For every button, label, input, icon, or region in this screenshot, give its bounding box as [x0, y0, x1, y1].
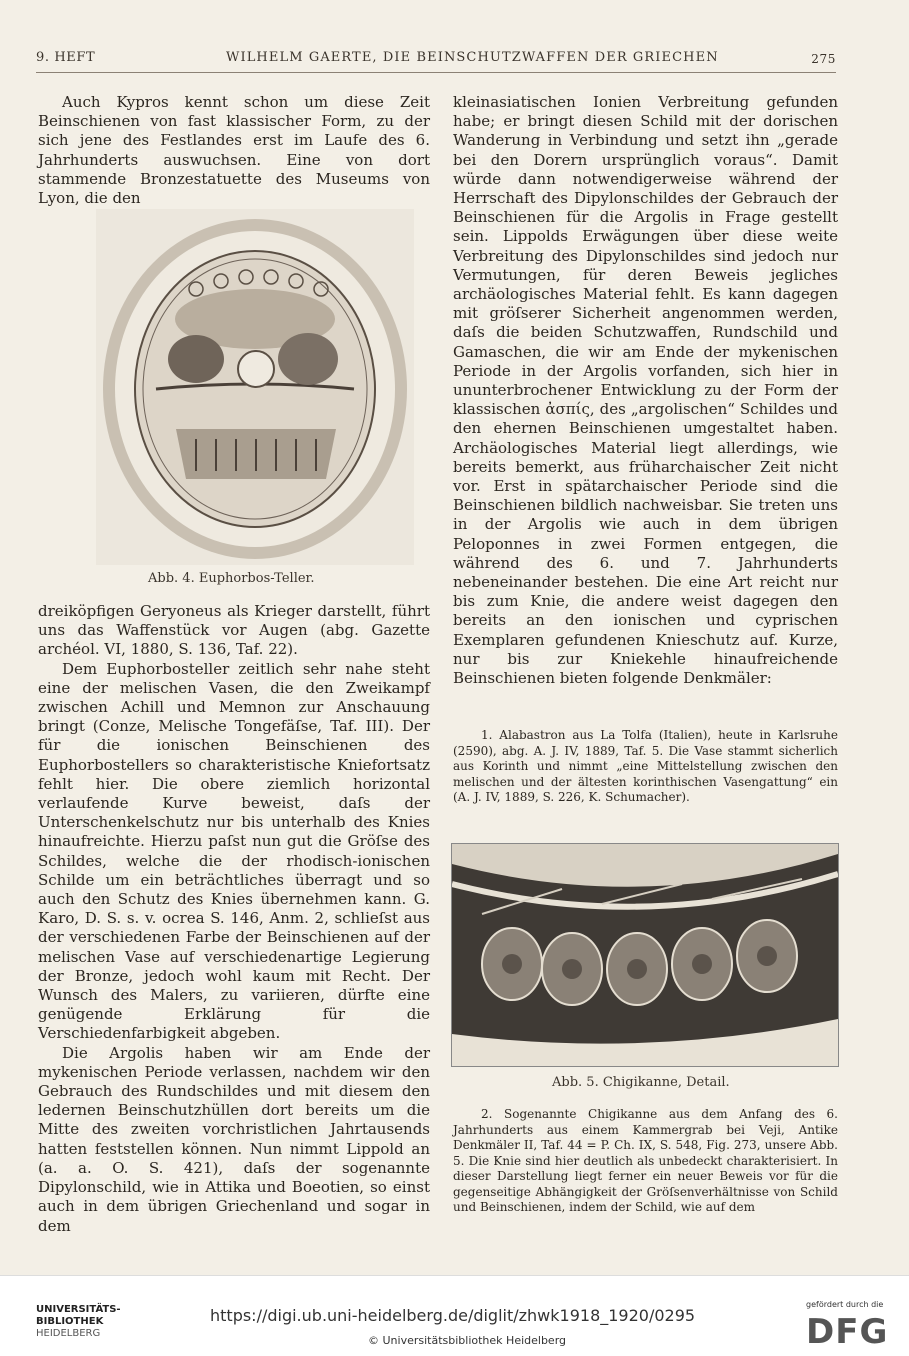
- dfg-logo[interactable]: DFG: [806, 1312, 889, 1352]
- running-title: WILHELM GAERTE, DIE BEINSCHUTZWAFFEN DER GRIECHEN: [226, 50, 719, 65]
- paragraph: kleinasiatischen Ionien Verbreitung gefunden habe; er bringt diesen Schild mit der dorischen Wanderung in Verbindung und setzt ihn „gerade bei den Dorern ursprünglich voraus“. Damit würde dann notwendigerweise während der Herrschaft des Dipylonschildes der Gebrauch der Beinschienen für die Argolis in Frage gestellt sein. Lippolds Erwägungen über diese weite Verbreitung des Dipylonschildes sind jedoch nur Vermutungen, für deren Beweis jegliches archäologisches Material fehlt. Es kann dagegen mit gröſserer Sicherheit angenommen werden, daſs die beiden Schutzwaffen, Rundschild und Gamaschen, die wir am Ende der mykenischen Periode in der Argolis vorfanden, sich hier in ununterbrochener Entwicklung zu der Form der klassischen ἀσπίς, des „argolischen“ Schildes und den ehernen Beinschienen umgestaltet haben. Archäologisches Material liegt allerdings, wie bereits bemerkt, aus früharchaischer Zeit nicht vor. Erst in spätarchaischer Periode sind die Beinschienen bildlich nachweisbar. Sie treten uns in der Argolis wie auch in dem übrigen Peloponnes in zwei Formen entgegen, die während des 6. und 7. Jahrhunderts nebeneinander bestehen. Die eine Art reicht nur bis zum Knie, die andere weist dagegen den bereits an den ionischen und cyprischen Exemplaren gefundenen Knieschutz auf. Kurze, nur bis zur Kniekehle hinaufreichende Beinschienen bieten folgende Denkmäler:: [453, 93, 838, 688]
- library-logo[interactable]: [36, 1304, 121, 1340]
- paragraph: Die Argolis haben wir am Ende der mykenischen Periode verlassen, nachdem wir den Gebrauch des Rundschildes und mit diesem den ledernen Beinschutzhüllen dort bereits um die Mitte des zweiten vorchristlichen Jahrtausends hatten feststellen können. Nun nimmt Lippold an (a. a. O. S. 421), daſs der sogenannte Dipylonschild, wie in Attika und Boeotien, so einst auch in dem übrigen Griechenland und sogar in dem: [38, 1043, 430, 1235]
- right-column: [453, 93, 838, 688]
- funding-label: gefördert durch die: [806, 1300, 884, 1309]
- paragraph: Auch Kypros kennt schon um diese Zeit Beinschienen von fast klassischer Form, zu der sich jene des Festlandes erst im Laufe des 6. Jahrhunderts auswuchsen. Eine von dort stammende Bronzestatuette des Museums von Lyon, die den: [38, 93, 430, 208]
- page-number: 275: [811, 52, 836, 66]
- figure-chigi-jug: [451, 843, 839, 1067]
- figure5-caption: Abb. 5. Chigikanne, Detail.: [552, 1075, 730, 1090]
- footnote-text: 1. Alabastron aus La Tolfa (Italien), heute in Karlsruhe (2590), abg. A. J. IV, 1889, Taf. 5. Die Vase stammt sicherlich aus Korinth und nimmt „eine Mittelstellung zwischen den melischen und der ältesten korinthischen Vasengattung“ ein (A. J. IV, 1889, S. 226, K. Schumacher).: [453, 728, 838, 804]
- copyright-notice: © Universitätsbibliothek Heidelberg: [368, 1334, 567, 1347]
- footnote-text: 2. Sogenannte Chigikanne aus dem Anfang des 6. Jahrhunderts aus einem Kammergrab bei Veji, Antike Denkmäler II, Taf. 44 = P. Ch. IX, S. 548, Fig. 273, unsere Abb. 5. Die Knie sind hier deutlich als unbedeckt charakterisiert. In dieser Darstellung liegt ferner ein neuer Beweis vor für die gegenseitige Abhängigkeit der Gröſsenverhältnisse von Schild und Beinschienen, indem der Schild, wie auf dem: [453, 1107, 838, 1214]
- paragraph: dreiköpfigen Geryoneus als Krieger darstellt, führt uns das Waffenstück vor Augen (abg. Gazette archéol. VI, 1880, S. 136, Taf. 22).: [38, 602, 430, 659]
- paragraph: Dem Euphorbosteller zeitlich sehr nahe steht eine der melischen Vasen, die den Zweikampf zwischen Achill und Memnon zur Anschauung bringt (Conze, Melische Tongefäſse, Taf. III). Der für die ionischen Beinschienen des Euphorbostellers so charakteristische Kniefortsatz fehlt hier. Die obere ziemlich horizontal verlaufende Kurve beweist, daſs der Unterschenkelschutz nur bis unterhalb des Knies hinaufreichte. Hierzu paſst nun gut die Gröſse des Schildes, welche die der rhodisch-ionischen Schilde um ein beträchtliches überragt und so auch den Schutz des Knies übernehmen kann. G. Karo, D. S. s. v. ocrea S. 146, Anm. 2, schlieſst aus der verschiedenen Farbe der Beinschienen auf der melischen Vase auf verschiedenartige Legierung der Bronze, jedoch wohl kaum mit Recht. Der Wunsch des Malers, zu variieren, dürfte eine genügende Erklärung für die Verschiedenfarbigkeit abgeben.: [38, 659, 430, 1043]
- library-name-line1: UNIVERSITÄTS-: [36, 1304, 121, 1315]
- chigi-jug-image: [452, 844, 838, 1066]
- library-name-line2: BIBLIOTHEK: [36, 1316, 104, 1327]
- figure4-caption: Abb. 4. Euphorbos-Teller.: [148, 571, 315, 586]
- footnote-2: [453, 1107, 838, 1216]
- left-column-top: [38, 93, 430, 208]
- footer-bar: [0, 1275, 909, 1356]
- permalink-url[interactable]: https://digi.ub.uni-heidelberg.de/diglit/zhwk1918_1920/0295: [210, 1306, 696, 1325]
- left-column-bottom: [38, 602, 430, 1236]
- library-name-line3: HEIDELBERG: [36, 1328, 101, 1339]
- issue-label: 9. HEFT: [36, 50, 96, 65]
- running-head: [36, 48, 836, 73]
- footnote-1: [453, 728, 838, 806]
- euphorbos-plate-image: [96, 209, 414, 565]
- figure-euphorbos-plate: [96, 209, 414, 565]
